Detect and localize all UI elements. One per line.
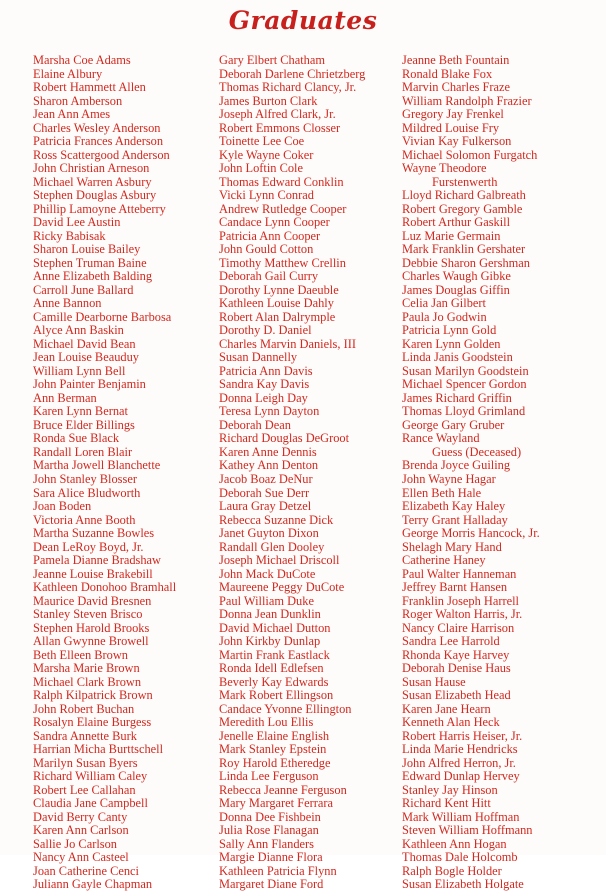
graduate-name: Luz Marie Germain <box>402 229 501 243</box>
graduate-name: Steven William Hoffmann <box>402 824 533 838</box>
graduate-name: Ross Scattergood Anderson <box>33 148 170 162</box>
graduate-name: Karen Jane Hearn <box>402 702 491 716</box>
graduate-name: Candace Lynn Cooper <box>219 216 330 230</box>
graduate-name: David Michael Dutton <box>219 621 331 635</box>
graduate-name: Patricia Frances Anderson <box>33 135 164 149</box>
graduate-name: Karen Lynn Bernat <box>33 405 128 419</box>
graduate-name: Thomas Lloyd Grimland <box>402 405 526 419</box>
graduate-name: Stanley Jay Hinson <box>402 783 498 797</box>
graduate-name: Roger Walton Harris, Jr. <box>402 608 523 622</box>
graduate-name: Pamela Dianne Bradshaw <box>33 554 161 568</box>
graduate-name: Susan Hause <box>402 675 466 689</box>
graduate-name: Julia Rose Flanagan <box>219 824 319 838</box>
graduate-name: Marsha Coe Adams <box>33 54 131 67</box>
graduate-name: Jean Louise Beauduy <box>33 351 139 365</box>
graduate-name: Deborah Gail Curry <box>219 270 319 284</box>
graduate-name: Stephen Harold Brooks <box>33 621 150 635</box>
graduate-name: Toinette Lee Coe <box>219 135 305 149</box>
graduate-name: Michael Solomon Furgatch <box>402 148 538 162</box>
graduate-name: Thomas Dale Holcomb <box>402 851 518 865</box>
graduate-name: Margaret Diane Ford <box>219 878 324 892</box>
graduate-name: Meredith Lou Ellis <box>219 716 314 730</box>
graduate-name: Mark Robert Ellingson <box>219 689 334 703</box>
graduate-name: Andrew Rutledge Cooper <box>219 202 347 216</box>
graduate-name: Anne Elizabeth Balding <box>33 270 153 284</box>
graduate-name: John Wayne Hagar <box>402 472 496 486</box>
graduate-name: Nancy Ann Casteel <box>33 851 129 865</box>
graduate-name: Robert Emmons Closser <box>219 121 341 135</box>
graduate-name: Martha Jowell Blanchette <box>33 459 161 473</box>
graduate-name: Joan Catherine Cenci <box>33 864 139 878</box>
graduate-name: John Kirkby Dunlap <box>219 635 321 649</box>
graduate-name: Juliann Gayle Chapman <box>33 878 153 892</box>
graduate-name: Martin Frank Eastlack <box>219 648 330 662</box>
graduate-name: John Christian Arneson <box>33 162 150 176</box>
graduate-name: David Lee Austin <box>33 216 121 230</box>
graduate-name: Stephen Truman Baine <box>33 256 147 270</box>
graduate-name: John Mack DuCote <box>219 567 316 581</box>
graduate-name: Jeffrey Barnt Hansen <box>402 581 508 595</box>
graduate-name: Gary Elbert Chatham <box>219 54 325 67</box>
graduate-name: Robert Alan Dalrymple <box>219 310 336 324</box>
graduate-name: Maurice David Bresnen <box>33 594 152 608</box>
graduate-name: Paula Jo Godwin <box>402 310 487 324</box>
graduate-name: Kathleen Louise Dahly <box>219 297 334 311</box>
graduate-name: Linda Marie Hendricks <box>402 743 518 757</box>
graduate-name: John Gould Cotton <box>219 243 314 257</box>
graduate-name: Celia Jan Gilbert <box>402 297 486 311</box>
graduate-name: Claudia Jane Campbell <box>33 797 148 811</box>
graduate-name: Susan Elizabeth Holgate <box>402 878 524 892</box>
graduate-name: Robert Harris Heiser, Jr. <box>402 729 523 743</box>
graduate-name: Mark William Hoffman <box>402 810 520 824</box>
graduates-column-2 <box>219 54 405 892</box>
graduate-name: Sharon Amberson <box>33 94 123 108</box>
graduate-name: Janet Guyton Dixon <box>219 527 319 541</box>
graduate-name: Joan Boden <box>33 500 92 514</box>
graduate-name: Patricia Lynn Gold <box>402 324 497 338</box>
graduate-name: Linda Janis Goodstein <box>402 351 513 365</box>
graduate-name: Karen Ann Carlson <box>33 824 129 838</box>
graduate-name: Charles Wesley Anderson <box>33 121 161 135</box>
graduate-name: Stephen Douglas Asbury <box>33 189 157 203</box>
graduate-name: William Randolph Frazier <box>402 94 532 108</box>
graduate-name: Furstenwerth <box>432 175 498 189</box>
graduate-name: Anne Bannon <box>33 297 102 311</box>
graduate-name: Paul William Duke <box>219 594 314 608</box>
graduate-name: Victoria Anne Booth <box>33 513 136 527</box>
graduate-name: Deborah Denise Haus <box>402 662 511 676</box>
graduate-name: Franklin Joseph Harrell <box>402 594 519 608</box>
graduate-name: Kathey Ann Denton <box>219 459 319 473</box>
graduate-name: Candace Yvonne Ellington <box>219 702 352 716</box>
graduate-name: Linda Lee Ferguson <box>219 770 319 784</box>
graduate-name: Wayne Theodore <box>402 162 487 176</box>
graduate-name: Dean LeRoy Boyd, Jr. <box>33 540 144 554</box>
graduate-name: Rhonda Kaye Harvey <box>402 648 510 662</box>
graduate-name: Marvin Charles Fraze <box>402 81 511 95</box>
graduate-name: Kathleen Donohoo Bramhall <box>33 581 177 595</box>
graduate-name: Kathleen Ann Hogan <box>402 837 507 851</box>
graduate-name: Sharon Louise Bailey <box>33 243 141 257</box>
graduate-name: Roy Harold Etheredge <box>219 756 331 770</box>
graduate-name: Beverly Kay Edwards <box>219 675 329 689</box>
graduate-name: Rosalyn Elaine Burgess <box>33 716 152 730</box>
graduate-name: Guess (Deceased) <box>432 445 522 459</box>
graduate-name: John Alfred Herron, Jr. <box>402 756 516 770</box>
graduate-name: Timothy Matthew Crellin <box>219 256 346 270</box>
graduate-name: George Morris Hancock, Jr. <box>402 527 540 541</box>
graduate-name: Richard Douglas DeGroot <box>219 432 350 446</box>
graduate-name: Richard William Caley <box>33 770 148 784</box>
graduate-name: Beth Elleen Brown <box>33 648 128 662</box>
graduate-name: Rance Wayland <box>402 432 480 446</box>
graduate-name: Rebecca Suzanne Dick <box>219 513 334 527</box>
graduate-name: Alyce Ann Baskin <box>33 324 124 338</box>
graduate-name: Jacob Boaz DeNur <box>219 472 313 486</box>
graduate-name: Robert Hammett Allen <box>33 81 146 95</box>
graduate-name: Jeanne Louise Brakebill <box>33 567 153 581</box>
graduate-name: Sara Alice Bludworth <box>33 486 141 500</box>
graduate-name: Phillip Lamoyne Atteberry <box>33 202 166 216</box>
graduate-name: Deborah Darlene Chrietzberg <box>219 67 366 81</box>
graduate-name: Gregory Jay Frenkel <box>402 108 504 122</box>
graduate-name: John Stanley Blosser <box>33 472 137 486</box>
graduate-name: Harrian Micha Burttschell <box>33 743 164 757</box>
graduate-name: Terry Grant Halladay <box>402 513 508 527</box>
graduate-name: Thomas Edward Conklin <box>219 175 344 189</box>
graduate-name: Vicki Lynn Conrad <box>219 189 314 203</box>
graduate-name: Donna Dee Fishbein <box>219 810 321 824</box>
graduate-name: Dorothy Lynne Daeuble <box>219 283 339 297</box>
graduate-name: Edward Dunlap Hervey <box>402 770 520 784</box>
graduate-name: John Painter Benjamin <box>33 378 146 392</box>
graduate-name: Laura Gray Detzel <box>219 500 312 514</box>
graduate-name: Deborah Dean <box>219 418 291 432</box>
graduate-name: Patricia Ann Davis <box>219 364 313 378</box>
graduate-name: Mark Franklin Gershater <box>402 243 526 257</box>
graduate-name: Mary Margaret Ferrara <box>219 797 333 811</box>
graduate-name: William Lynn Bell <box>33 364 126 378</box>
graduate-name: Teresa Lynn Dayton <box>219 405 320 419</box>
graduate-name: Lloyd Richard Galbreath <box>402 189 526 203</box>
graduate-name: Karen Lynn Golden <box>402 337 501 351</box>
graduate-name: Ricky Babisak <box>33 229 106 243</box>
graduate-name: Charles Marvin Daniels, III <box>219 337 356 351</box>
graduate-name: Margie Dianne Flora <box>219 851 323 865</box>
graduate-name: Kyle Wayne Coker <box>219 148 314 162</box>
graduate-name: Dorothy D. Daniel <box>219 324 312 338</box>
graduate-name: Stanley Steven Brisco <box>33 608 143 622</box>
graduate-name: Joseph Alfred Clark, Jr. <box>219 108 336 122</box>
graduate-name: Thomas Richard Clancy, Jr. <box>219 81 357 95</box>
graduate-name: Jean Ann Ames <box>33 108 111 122</box>
graduate-name: Sandra Kay Davis <box>219 378 310 392</box>
graduate-name: Patricia Ann Cooper <box>219 229 321 243</box>
graduate-name: Shelagh Mary Hand <box>402 540 502 554</box>
graduate-name: Randall Glen Dooley <box>219 540 325 554</box>
graduate-name: Debbie Sharon Gershman <box>402 256 531 270</box>
graduate-name: Ronda Sue Black <box>33 432 120 446</box>
graduate-name: John Robert Buchan <box>33 702 135 716</box>
graduate-name: Sallie Jo Carlson <box>33 837 117 851</box>
graduate-name: Allan Gwynne Browell <box>33 635 149 649</box>
graduate-name: Charles Waugh Gibke <box>402 270 511 284</box>
graduate-name: Ronald Blake Fox <box>402 67 493 81</box>
page-title: Graduates <box>228 6 378 35</box>
graduate-name: Mildred Louise Fry <box>402 121 500 135</box>
graduate-name: Deborah Sue Derr <box>219 486 310 500</box>
graduate-name: Karen Anne Dennis <box>219 445 317 459</box>
graduate-name: Ann Berman <box>33 391 97 405</box>
graduate-name: Ralph Kilpatrick Brown <box>33 689 153 703</box>
graduate-name: Susan Dannelly <box>219 351 298 365</box>
graduate-name: Michael Spencer Gordon <box>402 378 527 392</box>
graduate-name: Robert Arthur Gaskill <box>402 216 511 230</box>
graduate-name: Ellen Beth Hale <box>402 486 482 500</box>
graduate-name: Sandra Annette Burk <box>33 729 137 743</box>
graduate-name: Kathleen Patricia Flynn <box>219 864 337 878</box>
graduate-name: Catherine Haney <box>402 554 486 568</box>
graduate-name: Robert Gregory Gamble <box>402 202 523 216</box>
graduate-name: Donna Leigh Day <box>219 391 308 405</box>
graduate-name: Rebecca Jeanne Ferguson <box>219 783 347 797</box>
graduate-name: Marsha Marie Brown <box>33 662 140 676</box>
graduate-name: Elizabeth Kay Haley <box>402 500 506 514</box>
graduate-name: David Berry Canty <box>33 810 128 824</box>
graduate-name: Robert Lee Callahan <box>33 783 136 797</box>
graduate-name: Sandra Lee Harrold <box>402 635 500 649</box>
graduate-name: Camille Dearborne Barbosa <box>33 310 172 324</box>
graduates-column-1 <box>33 54 215 892</box>
graduate-name: Vivian Kay Fulkerson <box>402 135 512 149</box>
graduate-name: Donna Jean Dunklin <box>219 608 321 622</box>
graduate-name: James Burton Clark <box>219 94 318 108</box>
graduate-name: Brenda Joyce Guiling <box>402 459 511 473</box>
graduate-name: Paul Walter Hanneman <box>402 567 517 581</box>
graduate-name: Marilyn Susan Byers <box>33 756 138 770</box>
graduate-name: Susan Elizabeth Head <box>402 689 511 703</box>
graduate-name: James Richard Griffin <box>402 391 512 405</box>
graduate-name: George Gary Gruber <box>402 418 505 432</box>
graduate-name: Martha Suzanne Bowles <box>33 527 155 541</box>
graduate-name: Sally Ann Flanders <box>219 837 314 851</box>
graduate-name: Randall Loren Blair <box>33 445 133 459</box>
graduate-name: Ronda Idell Edlefsen <box>219 662 324 676</box>
graduate-name: Maureene Peggy DuCote <box>219 581 345 595</box>
graduate-name: Jenelle Elaine English <box>219 729 330 743</box>
graduate-name: Richard Kent Hitt <box>402 797 491 811</box>
graduate-name: Michael David Bean <box>33 337 136 351</box>
graduate-name: James Douglas Giffin <box>402 283 510 297</box>
graduate-name: Ralph Bogle Holder <box>402 864 502 878</box>
graduate-name: Mark Stanley Epstein <box>219 743 327 757</box>
graduate-name: Carroll June Ballard <box>33 283 134 297</box>
graduate-name: Michael Clark Brown <box>33 675 142 689</box>
graduate-name: Jeanne Beth Fountain <box>402 54 510 67</box>
graduate-name: Elaine Albury <box>33 67 103 81</box>
graduate-name: Susan Marilyn Goodstein <box>402 364 529 378</box>
graduate-name: Joseph Michael Driscoll <box>219 554 340 568</box>
graduate-name: Michael Warren Asbury <box>33 175 152 189</box>
graduates-column-3 <box>402 54 602 892</box>
graduate-name: Nancy Claire Harrison <box>402 621 515 635</box>
graduate-name: Kenneth Alan Heck <box>402 716 500 730</box>
graduate-name: John Loftin Cole <box>219 162 303 176</box>
graduate-name: Bruce Elder Billings <box>33 418 135 432</box>
